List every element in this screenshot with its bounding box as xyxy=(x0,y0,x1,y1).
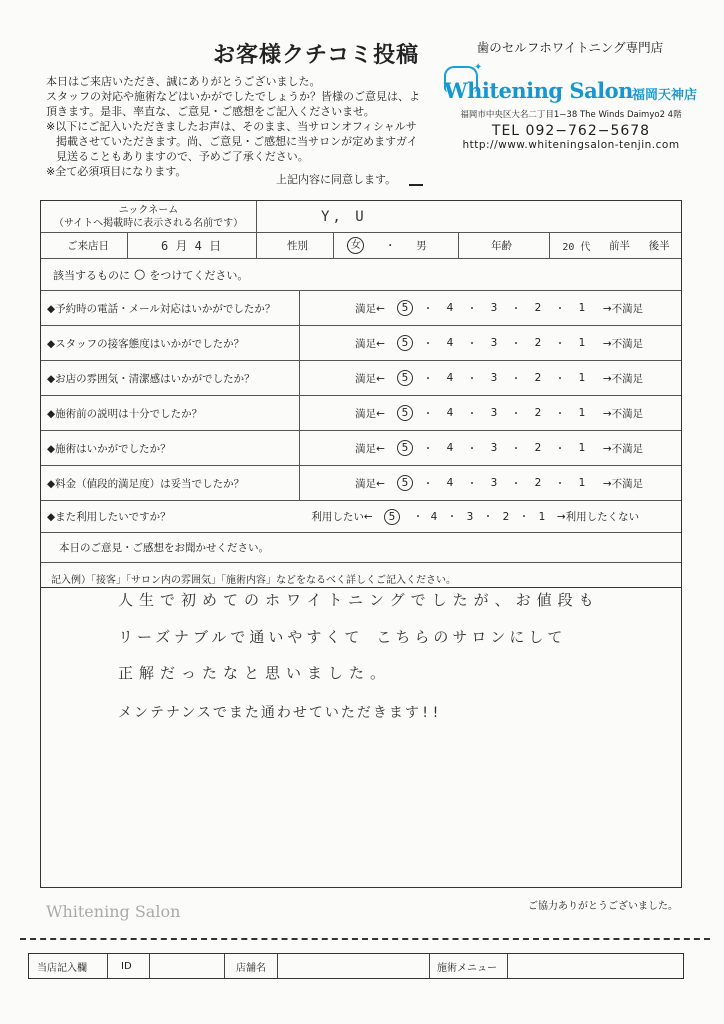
scale-separator: ・ xyxy=(466,302,478,315)
instruction xyxy=(53,259,553,290)
scale-left: 満足← xyxy=(355,302,385,315)
intro-line: 本日はご来店いただき、誠にありがとうございました。 xyxy=(46,75,321,88)
divider xyxy=(256,201,257,232)
scale-separator: ・ xyxy=(554,302,566,315)
gender-options[interactable] xyxy=(337,233,437,258)
scale-separator: ・ xyxy=(554,337,566,350)
scale-separator: ・ xyxy=(422,407,434,420)
rating-option[interactable]: 1 xyxy=(578,407,586,419)
divider xyxy=(277,954,278,978)
logo-text: Whitening Salon xyxy=(444,78,633,103)
repeat-question: ◆また利用したいですか？ xyxy=(47,511,171,523)
scale-separator: ・ xyxy=(510,337,522,350)
scale-right: →不満足 xyxy=(602,477,644,490)
branch-name: 福岡天神店 xyxy=(632,88,698,103)
scale-separator: ・ xyxy=(510,407,522,420)
divider xyxy=(429,954,430,978)
footer-logo: Whitening Salon xyxy=(46,902,181,921)
rating-option[interactable]: 5 xyxy=(397,475,413,491)
repeat-scale[interactable]: 利用したい← 5 ・ 4 ・ 3 ・ 2 ・ 1 →利用したくない xyxy=(311,501,645,532)
agree-mark xyxy=(409,184,423,186)
scale-right: →不満足 xyxy=(602,442,644,455)
cut-line xyxy=(20,938,710,940)
question-row xyxy=(41,396,681,431)
rating-scale[interactable] xyxy=(347,291,653,325)
nickname-sublabel: （サイトへ掲載時に表示される名前です） xyxy=(53,217,244,229)
scale-left: 満足← xyxy=(355,372,385,385)
store-use-box xyxy=(28,953,684,979)
rating-option[interactable]: 4 xyxy=(446,372,454,384)
rating-option[interactable]: 5 xyxy=(397,440,413,456)
age-late[interactable]: 後半 xyxy=(648,240,670,252)
scale-separator: ・ xyxy=(466,337,478,350)
form-title: お客様クチコミ投稿 xyxy=(213,43,420,68)
question-text: ◆スタッフの接客態度はいかがでしたか？ xyxy=(47,337,245,350)
question-row xyxy=(41,291,681,326)
scale-separator: ・ xyxy=(554,442,566,455)
gender-male[interactable]: 男 xyxy=(416,240,427,252)
rating-scale[interactable] xyxy=(347,396,653,430)
menu-label: 施術メニュー xyxy=(437,962,497,974)
instruction-tail: をつけてください。 xyxy=(149,268,249,282)
scale-separator: ・ xyxy=(510,477,522,490)
intro-line: スタッフの対応や施術などはいかがでしたでしょうか？皆様のご意見は、よ xyxy=(46,90,420,103)
scale-separator: ・ xyxy=(510,372,522,385)
comment-example: 記入例）「接客」「サロン内の雰囲気」「施術内容」などをなるべく詳しくご記入ください。 xyxy=(51,575,456,586)
divider xyxy=(107,954,108,978)
divider xyxy=(149,954,150,978)
divider xyxy=(507,954,508,978)
circle-icon: ○ xyxy=(134,267,146,282)
repeat-option[interactable]: 3 xyxy=(466,510,474,523)
sparkle-icon: ✦ xyxy=(474,62,483,73)
visit-value[interactable]: 6 月 4 日 xyxy=(161,239,222,253)
rating-option[interactable]: 4 xyxy=(446,477,454,489)
question-text: ◆施術前の説明は十分でしたか？ xyxy=(47,407,203,420)
divider xyxy=(333,233,334,258)
visit-label: ご来店日 xyxy=(67,240,109,252)
question-text: ◆料金（値段的満足度）は妥当でしたか？ xyxy=(47,477,245,490)
rating-option[interactable]: 1 xyxy=(578,337,586,349)
question-row xyxy=(41,361,681,396)
repeat-option[interactable]: 4 xyxy=(430,510,438,523)
instruction-text: 該当するものに xyxy=(53,268,130,282)
rating-option[interactable]: 2 xyxy=(534,407,542,419)
rating-option[interactable]: 4 xyxy=(446,302,454,314)
store-phone: TEL 092−762−5678 xyxy=(491,123,651,139)
scale-separator: ・ xyxy=(466,407,478,420)
gender-female-selected: 女 xyxy=(347,237,364,254)
intro-line: 頂きます。是非、率直な、ご意見・ご感想をご記入くださいませ。 xyxy=(46,105,375,118)
agree-text: 上記内容に同意します。 xyxy=(276,173,397,186)
survey-form xyxy=(40,200,682,588)
age-value: 20 代 xyxy=(562,242,591,253)
scale-left: 満足← xyxy=(355,442,385,455)
rating-option[interactable]: 1 xyxy=(578,372,586,384)
scale-separator: ・ xyxy=(422,477,434,490)
age-options[interactable] xyxy=(553,233,679,258)
rating-option[interactable]: 1 xyxy=(578,477,586,489)
scale-separator: ・ xyxy=(466,477,478,490)
nickname-label: ニックネーム xyxy=(118,204,179,216)
rating-option[interactable]: 5 xyxy=(397,335,413,351)
rating-option[interactable]: 5 xyxy=(397,300,413,316)
gender-female[interactable] xyxy=(347,237,364,254)
rating-option[interactable]: 2 xyxy=(534,337,542,349)
rating-option[interactable]: 3 xyxy=(490,407,498,419)
scale-right: →不満足 xyxy=(602,337,644,350)
rating-scale[interactable] xyxy=(347,466,653,500)
intro-line: 掲載させていただきます。尚、ご意見・ご感想に当サロンが定めますガイ xyxy=(56,135,418,148)
gender-label: 性別 xyxy=(287,240,308,252)
store-name-label: 店舗名 xyxy=(236,962,266,974)
store-label: 当店記入欄 xyxy=(37,962,87,974)
divider xyxy=(299,361,300,395)
question-row xyxy=(41,466,681,501)
question-text: ◆施術はいかがでしたか？ xyxy=(47,442,171,455)
intro-text xyxy=(46,74,426,179)
instruction-row xyxy=(41,259,681,291)
divider xyxy=(299,291,300,325)
scale-left: 満足← xyxy=(355,407,385,420)
comment-line: 正解だったなと思いました。 xyxy=(118,664,392,682)
scale-separator: ・ xyxy=(554,407,566,420)
scale-separator: ・ xyxy=(466,372,478,385)
brand-headline: 歯のセルフホワイトニング専門店 xyxy=(476,40,664,55)
rating-option[interactable]: 5 xyxy=(397,405,413,421)
rating-option[interactable]: 2 xyxy=(534,477,542,489)
repeat-row xyxy=(41,501,681,533)
divider xyxy=(224,954,225,978)
nickname-label-cell xyxy=(41,201,256,232)
intro-line: ※全て必須項目になります。 xyxy=(46,165,187,178)
rating-option[interactable]: 3 xyxy=(490,337,498,349)
rating-scale[interactable] xyxy=(347,326,653,360)
nickname-value[interactable]: Y, U xyxy=(321,208,367,225)
rating-option[interactable]: 3 xyxy=(490,477,498,489)
scale-separator: ・ xyxy=(422,302,434,315)
rating-option[interactable]: 2 xyxy=(534,372,542,384)
divider xyxy=(299,431,300,465)
gender-separator: ・ xyxy=(384,240,396,252)
question-row xyxy=(41,326,681,361)
scale-separator: ・ xyxy=(422,372,434,385)
divider xyxy=(549,233,550,258)
feedback-row xyxy=(41,533,681,563)
rating-option[interactable]: 5 xyxy=(397,370,413,386)
intro-line: ※以下にご記入いただきましたお声は、そのまま、当サロンオフィシャルサ xyxy=(46,120,417,133)
scale-right: →不満足 xyxy=(602,302,644,315)
scale-separator: ・ xyxy=(466,442,478,455)
question-text: ◆予約時の電話・メール対応はいかがでしたか？ xyxy=(47,302,276,315)
question-row xyxy=(41,431,681,466)
repeat-option[interactable]: 5 xyxy=(384,509,400,525)
scale-separator: ・ xyxy=(422,442,434,455)
store-address: 福岡市中央区大名二丁目1−38 The Winds Daimyo2 4階 xyxy=(460,110,682,120)
scale-separator: ・ xyxy=(422,337,434,350)
divider xyxy=(458,233,459,258)
comment-line: メンテナンスでまた通わせていただきます!! xyxy=(118,705,442,721)
scale-left: 満足← xyxy=(355,477,385,490)
repeat-right: →利用したくない xyxy=(556,511,640,523)
scale-separator: ・ xyxy=(554,477,566,490)
store-url: http://www.whiteningsalon-tenjin.com xyxy=(462,139,680,151)
rating-option[interactable]: 4 xyxy=(446,407,454,419)
visit-row xyxy=(41,233,681,259)
feedback-label: 本日のご意見・ご感想をお聞かせください。 xyxy=(59,542,269,554)
rating-option[interactable]: 4 xyxy=(446,442,454,454)
comment-line: リーズナブルで通いやすくて こちらのサロンにして xyxy=(118,628,567,646)
rating-option[interactable]: 4 xyxy=(446,337,454,349)
age-label: 年齢 xyxy=(491,240,512,252)
brand-block xyxy=(440,38,710,151)
thanks-text: ご協力ありがとうございました。 xyxy=(528,901,678,912)
rating-option[interactable]: 3 xyxy=(490,442,498,454)
rating-option[interactable]: 1 xyxy=(578,302,586,314)
repeat-left: 利用したい← xyxy=(311,511,373,523)
id-label: ID xyxy=(121,960,132,972)
scale-right: →不満足 xyxy=(602,407,644,420)
scale-separator: ・ xyxy=(510,302,522,315)
nickname-row xyxy=(41,201,681,233)
rating-option[interactable]: 3 xyxy=(490,302,498,314)
scale-separator: ・ xyxy=(510,442,522,455)
divider xyxy=(127,233,128,258)
rating-option[interactable]: 2 xyxy=(534,302,542,314)
scale-left: 満足← xyxy=(355,337,385,350)
divider xyxy=(299,396,300,430)
divider xyxy=(256,233,257,258)
scale-separator: ・ xyxy=(554,372,566,385)
rating-option[interactable]: 3 xyxy=(490,372,498,384)
rating-scale[interactable] xyxy=(347,361,653,395)
rating-scale[interactable] xyxy=(347,431,653,465)
repeat-option[interactable]: 2 xyxy=(502,510,510,523)
brand-logo xyxy=(440,62,710,104)
comment-line: 人生で初めてのホワイトニングでしたが、お値段も xyxy=(118,591,600,609)
divider xyxy=(299,466,300,500)
scale-right: →不満足 xyxy=(602,372,644,385)
age-early[interactable]: 前半 xyxy=(609,240,631,252)
intro-line: 見送ることもありますので、予めご了承ください。 xyxy=(56,150,309,163)
rating-option[interactable]: 2 xyxy=(534,442,542,454)
repeat-option[interactable]: 1 xyxy=(538,510,546,523)
divider xyxy=(299,326,300,360)
rating-option[interactable]: 1 xyxy=(578,442,586,454)
question-text: ◆お店の雰囲気・清潔感はいかがでしたか？ xyxy=(47,372,255,385)
